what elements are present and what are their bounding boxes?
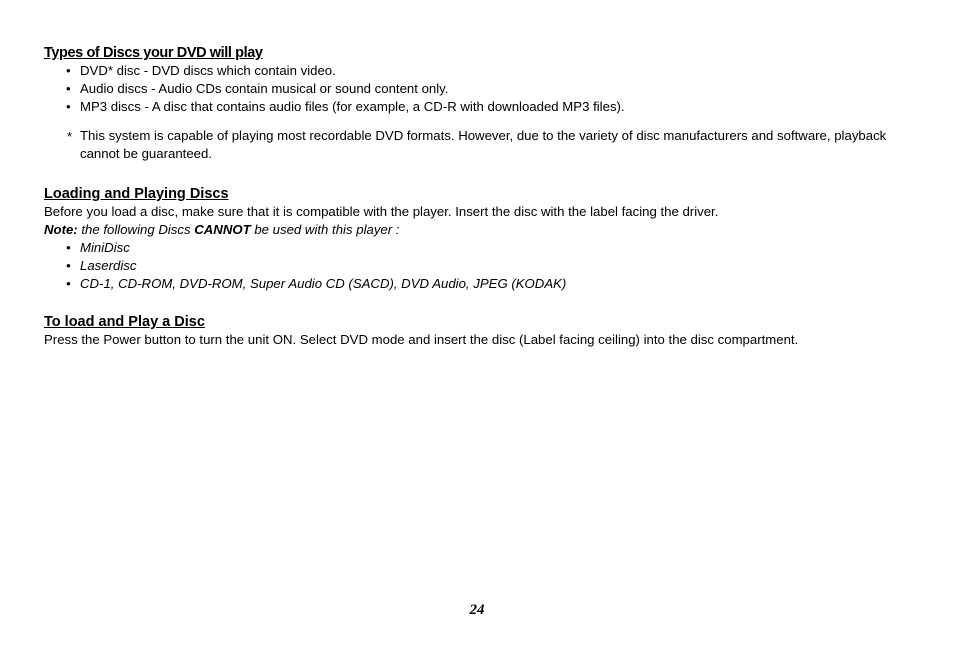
list-item: • DVD* disc - DVD discs which contain video. [66, 63, 336, 78]
note-label: Note: [44, 222, 78, 237]
heading-loading: Loading and Playing Discs [44, 186, 229, 202]
bullet-glyph: • [66, 276, 71, 291]
bullet-glyph: • [66, 99, 71, 114]
heading-load-play: To load and Play a Disc [44, 314, 205, 330]
note-emphasis: CANNOT [194, 222, 251, 237]
list-item: • Audio discs - Audio CDs contain musical or sound content only. [66, 81, 449, 96]
footnote-marker: * [67, 129, 73, 144]
footnote-text: This system is capable of playing most recordable DVD formats. However, due to the variety of disc manufacturers and software, playback cannot be guaranteed. [80, 128, 887, 161]
heading-disc-types: Types of Discs your DVD will play [44, 45, 263, 61]
footnote [44, 127, 924, 163]
unsupported-discs-list [44, 239, 924, 293]
loading-intro: Before you load a disc, make sure that it is compatible with the player. Insert the disc with the label facing the driver. [44, 204, 719, 219]
bullet-glyph: • [66, 240, 71, 255]
bullet-glyph: • [66, 81, 71, 96]
page-number: 24 [469, 602, 485, 618]
list-item: • MP3 discs - A disc that contains audio files (for example, a CD-R with downloaded MP3 files). [66, 99, 625, 114]
section-disc-types [44, 44, 924, 163]
disc-types-list [44, 62, 924, 116]
list-item: • MiniDisc [66, 240, 130, 255]
list-item: • Laserdisc [66, 258, 137, 273]
section-load-play [44, 313, 924, 349]
list-item: • CD-1, CD-ROM, DVD-ROM, Super Audio CD (SACD), DVD Audio, JPEG (KODAK) [66, 276, 567, 291]
section-loading [44, 185, 924, 293]
manual-page [44, 44, 924, 349]
bullet-glyph: • [66, 63, 71, 78]
load-play-text: Press the Power button to turn the unit ON. Select DVD mode and insert the disc (Label facing ceiling) into the disc compartment. [44, 332, 799, 347]
note-line: Note: the following Discs CANNOT be used with this player : [44, 222, 400, 237]
bullet-glyph: • [66, 258, 71, 273]
